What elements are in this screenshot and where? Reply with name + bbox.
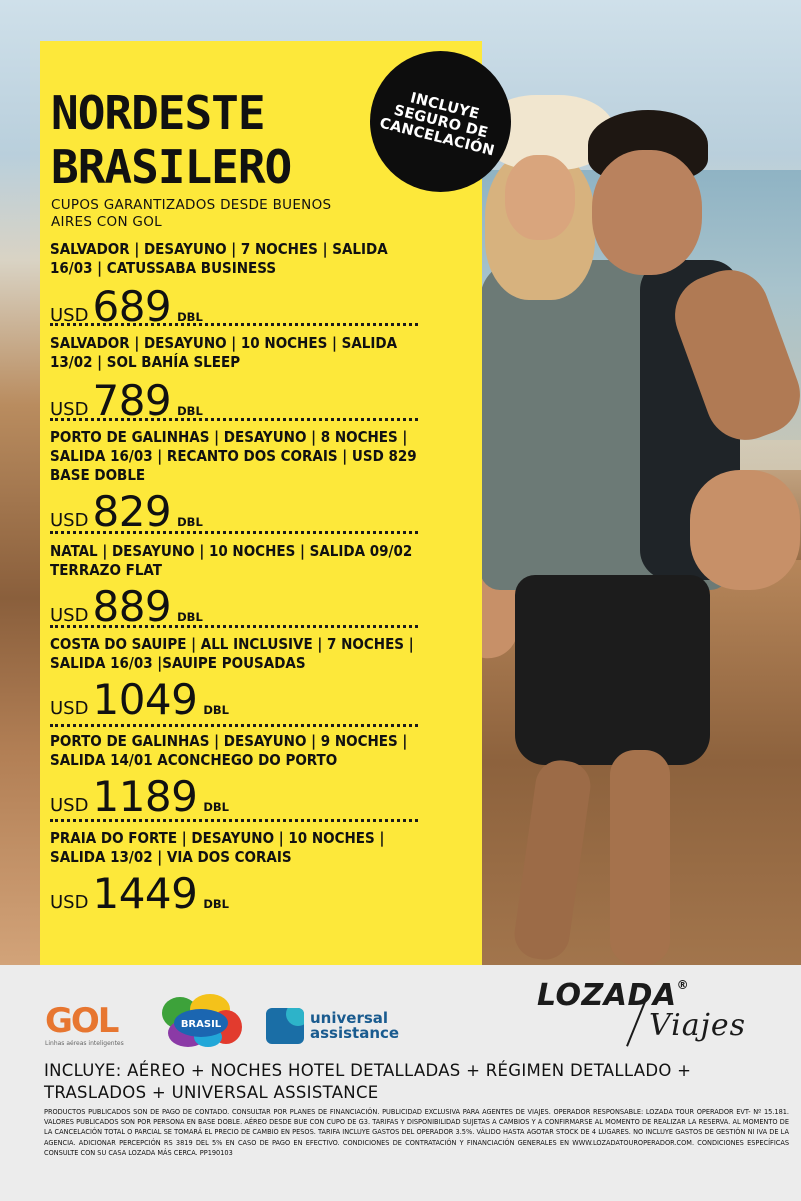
offer-currency: USD bbox=[50, 605, 89, 626]
offer-amount: 789 bbox=[92, 376, 172, 425]
offer-description: COSTA DO SAUIPE | ALL INCLUSIVE | 7 NOCHES | SALIDA 16/03 |SAUIPE POUSADAS bbox=[50, 635, 414, 672]
offer-price bbox=[50, 487, 425, 536]
offer-unit: DBL bbox=[177, 404, 203, 418]
man-right-leg bbox=[610, 750, 670, 965]
offer-description: PORTO DE GALINHAS | DESAYUNO | 8 NOCHES | SALIDA 16/03 | RECANTO DOS CORAIS | USD 829 BASE DOBLE bbox=[50, 428, 417, 484]
brasil-logo bbox=[158, 993, 244, 1049]
subtitle: CUPOS GARANTIZADOS DESDE BUENOS AIRES CON GOL bbox=[51, 197, 332, 230]
offer-unit: DBL bbox=[177, 310, 203, 324]
dotted-divider bbox=[50, 418, 418, 421]
offer-currency: USD bbox=[50, 305, 89, 326]
gol-tagline: Linhas aéreas inteligentes bbox=[45, 1040, 124, 1047]
viajes-script: Viajes bbox=[649, 1008, 747, 1043]
man-shorts bbox=[515, 575, 710, 765]
gol-logo bbox=[45, 1003, 130, 1053]
legal-fine-print: PRODUCTOS PUBLICADOS SON DE PAGO DE CONTADO. CONSULTAR POR PLANES DE FINANCIACIÓN. PUBLICIDAD EXCLUSIVA PARA AGENTES DE VIAJES. OPERADOR RESPONSABLE: LOZADA TOUR OPERADOR EVT- Nº 15.181. VALORES PUBLICADOS SON POR PERSONA EN BASE DOBLE. AÉREO DESDE BUE CON CUPO DE G3. TARIFAS Y DISPONIBILIDAD SUJETAS A CAMBIOS Y A CONFIRMARSE AL MOMENTO DE REALIZAR LA RESERVA. AL MOMENTO DE LA CANCELACIÓN TOTAL O PARCIAL SE TOMARÁ EL PRECIO DE CAMBIO EN PESOS. TARIFA INCLUYE GASTOS DEL OPERADOR 3.5%. VÁLIDO HASTA AGOTAR STOCK DE 4 LUGARES. NO INCLUYE GASTOS DE GESTIÓN NI IVA DE LA AGENCIA. ADICIONAR PERCEPCIÓN RS 3819 DEL 5% EN CASO DE PAGO EN EFECTIVO. CONDICIONES DE CONTRATACIÓN Y FINANCIACIÓN GENERALES EN WWW.LOZADATOUROPERADOR.COM. CONDICIONES ESPECÍFICAS CONSULTE CON SU CASA LOZADA MÁS CERCA. PP190103 bbox=[44, 1107, 789, 1157]
dotted-divider bbox=[50, 625, 418, 628]
offer-amount: 1049 bbox=[92, 675, 198, 724]
offer-card bbox=[50, 829, 425, 918]
man-face bbox=[592, 150, 702, 275]
offer-unit: DBL bbox=[203, 800, 229, 814]
dotted-divider bbox=[50, 819, 418, 822]
offer-description: SALVADOR | DESAYUNO | 7 NOCHES | SALIDA 16/03 | CATUSSABA BUSINESS bbox=[50, 240, 388, 277]
page-title: NORDESTE BRASILERO bbox=[51, 86, 292, 194]
brasil-wordmark: BRASIL bbox=[180, 1019, 222, 1030]
woman-face bbox=[505, 155, 575, 240]
offer-card bbox=[50, 334, 425, 425]
offer-amount: 829 bbox=[92, 487, 172, 536]
offer-currency: USD bbox=[50, 399, 89, 420]
dotted-divider bbox=[50, 323, 418, 326]
offer-card bbox=[50, 635, 425, 724]
offer-unit: DBL bbox=[177, 515, 203, 529]
offer-currency: USD bbox=[50, 892, 89, 913]
offer-amount: 1449 bbox=[92, 869, 198, 918]
dotted-divider bbox=[50, 531, 418, 534]
offer-currency: USD bbox=[50, 510, 89, 531]
offer-amount: 689 bbox=[92, 282, 172, 331]
offer-unit: DBL bbox=[177, 610, 203, 624]
universal-assistance-logo bbox=[266, 1007, 416, 1045]
brasil-logo-icon bbox=[158, 993, 244, 1049]
offer-amount: 889 bbox=[92, 582, 172, 631]
includes-line: INCLUYE: AÉREO + NOCHES HOTEL DETALLADAS + RÉGIMEN DETALLADO + TRASLADOS + UNIVERSAL ASSISTANCE bbox=[44, 1061, 692, 1102]
universal-assistance-wordmark bbox=[310, 1011, 399, 1041]
offer-description: NATAL | DESAYUNO | 10 NOCHES | SALIDA 09/02 TERRAZO FLAT bbox=[50, 542, 413, 579]
dotted-divider bbox=[50, 724, 418, 727]
registered-mark: ® bbox=[676, 978, 690, 992]
offer-description: SALVADOR | DESAYUNO | 10 NOCHES | SALIDA 13/02 | SOL BAHÍA SLEEP bbox=[50, 334, 398, 371]
offer-amount: 1189 bbox=[92, 772, 198, 821]
offer-price bbox=[50, 772, 425, 821]
offer-price bbox=[50, 675, 425, 724]
offer-card bbox=[50, 428, 425, 536]
universal-word: universal bbox=[310, 1009, 389, 1027]
offer-description: PRAIA DO FORTE | DESAYUNO | 10 NOCHES | SALIDA 13/02 | VIA DOS CORAIS bbox=[50, 829, 385, 866]
offer-description: PORTO DE GALINHAS | DESAYUNO | 9 NOCHES | SALIDA 14/01 ACONCHEGO DO PORTO bbox=[50, 732, 408, 769]
universal-assistance-mark-icon bbox=[266, 1008, 304, 1044]
offer-card bbox=[50, 732, 425, 821]
gol-wordmark: GOL bbox=[45, 1001, 118, 1041]
lozada-name: LOZADA bbox=[537, 978, 677, 1013]
offer-unit: DBL bbox=[203, 897, 229, 911]
offer-card bbox=[50, 542, 425, 631]
offer-price bbox=[50, 869, 425, 918]
offer-unit: DBL bbox=[203, 703, 229, 717]
cancellation-insurance-badge bbox=[370, 51, 511, 192]
woman-leg bbox=[690, 470, 800, 590]
lozada-viajes-logo bbox=[537, 978, 782, 1048]
badge-text: INCLUYE SEGURO DE CANCELACIÓN bbox=[377, 89, 496, 160]
offer-currency: USD bbox=[50, 795, 89, 816]
offer-card bbox=[50, 240, 425, 331]
offer-price bbox=[50, 582, 425, 631]
assistance-word: assistance bbox=[310, 1024, 400, 1042]
offer-currency: USD bbox=[50, 698, 89, 719]
